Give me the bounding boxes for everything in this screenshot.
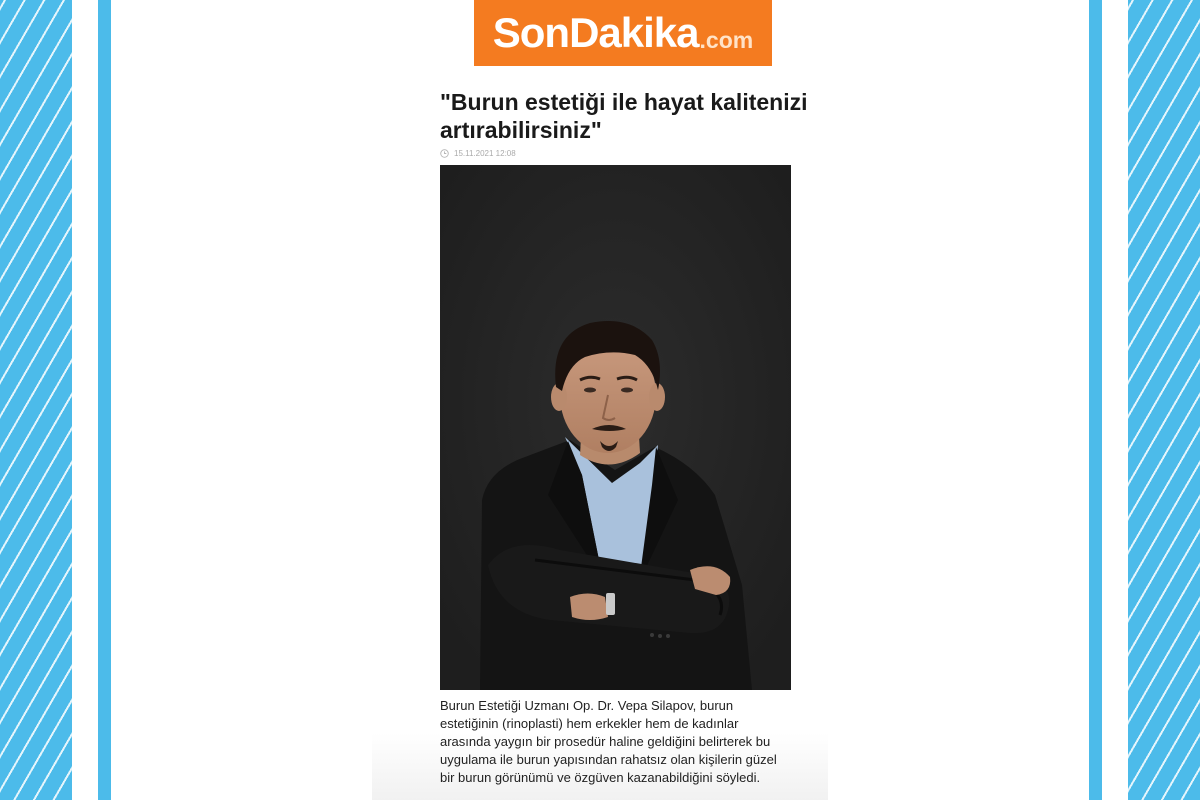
body-line: bir burun görünümü ve özgüven kazanabildiğini söyledi.	[440, 770, 761, 785]
body-line: Burun Estetiği Uzmanı Op. Dr. Vepa Silapov, burun	[440, 698, 734, 713]
logo-wordmark: SonDakika	[492, 9, 699, 56]
logo-domain-suffix: .com	[699, 26, 754, 53]
frame-bar-right	[1089, 0, 1102, 800]
site-logo[interactable]	[474, 0, 772, 66]
clock-icon	[440, 149, 449, 158]
article-date: 15.11.2021 12:08	[454, 149, 516, 158]
decorative-stripe-right	[1128, 0, 1200, 800]
decorative-stripe-left	[0, 0, 72, 800]
article-body	[372, 697, 828, 800]
body-line: estetiğinin (rinoplasti) hem erkekler hem de kadınlar	[440, 716, 739, 731]
body-line: arasında yaygın bir prosedür haline geldiğini belirterek bu	[440, 734, 771, 749]
body-line: uygulama ile burun yapısından rahatsız olan kişilerin güzel	[440, 752, 777, 767]
portrait-photo	[440, 165, 791, 690]
frame-bar-left	[98, 0, 111, 800]
article-photo	[440, 165, 791, 690]
article-dateline	[440, 149, 516, 158]
article-title: "Burun estetiği ile hayat kalitenizi artırabilirsiniz"	[440, 89, 808, 143]
